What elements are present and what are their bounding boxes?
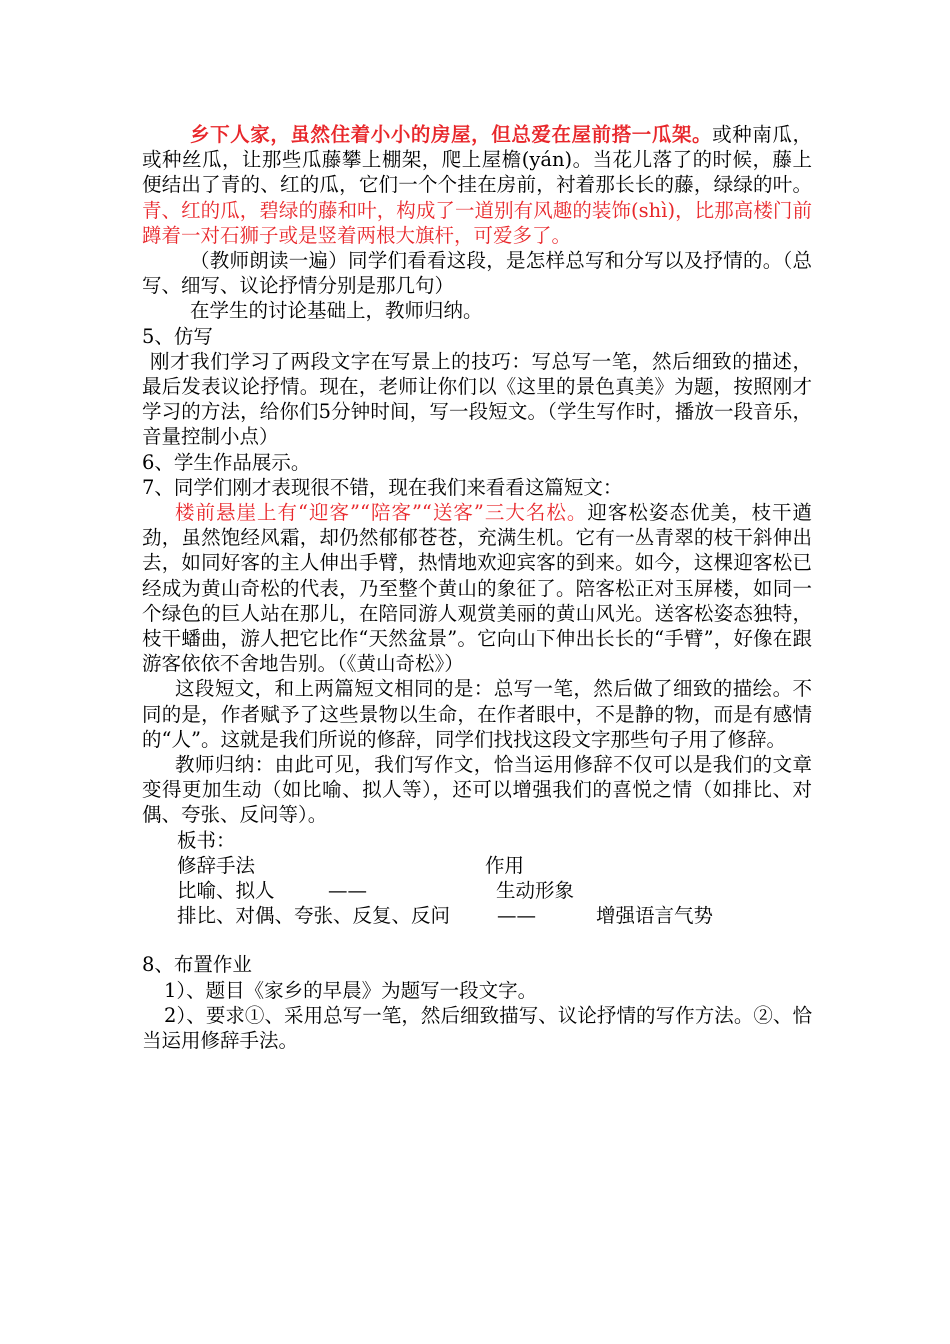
paragraph-teacher-reading: （教师朗读一遍）同学们看看这段，是怎样总写和分写以及抒情的。（总写、细写、议论抒情分别是那几句） [142,249,812,298]
spacer [142,928,812,952]
board-header-row [142,853,812,878]
section-title-showcase: 6、学生作品展示。 [142,450,311,474]
paragraph-pines-body: 迎客松姿态优美，枝干遒劲，虽然饱经风霜，却仍然郁郁苍苍，充满生机。它有一丛青翠的枝干斜伸出去，如同好客的主人伸出手臂，热情地欢迎宾客的到来。如今，这棵迎客松已经成为黄山奇松的代表，乃至整个黄山的象征了。陪客松正对玉屏楼，如同一个绿色的巨人站在那儿，在陪同游人观赏美丽的黄山风光。送客松姿态独特，枝干蟠曲，游人把它比作“天然盆景”。它向山下伸出长长的“手臂”，好像在跟游客依依不舍地告别。（《黄山奇松》） [142,501,812,676]
paragraph-huangshan-pines [142,500,812,676]
homework-item-2: 2）、要求①、采用总写一笔，然后细致描写、议论抒情的写作方法。②、恰当运用修辞手法。 [142,1003,812,1053]
board-technique-metaphor: 比喻、拟人 [177,879,275,903]
board-effect-vivid: 生动形象 [496,879,575,903]
section-title-short-text: 7、同学们刚才表现很不错，现在我们来看看这篇短文： [142,475,623,499]
board-label: 板书： [177,828,236,852]
board-row-parallelism [142,903,812,928]
board-label-row [142,828,812,853]
board-dash: —— [497,904,536,928]
highlight-conclusion-sentence: 青、红的瓜，碧绿的藤和叶，构成了一道别有风趣的装饰(shì)，比那高楼门前蹲着一对石狮子或是竖着两根大旗杆，可爱多了。 [142,198,812,247]
section-title-imitation: 5、仿写 [142,324,213,348]
paragraph-imitation-task: 刚才我们学习了两段文字在写景上的技巧：写总写一笔，然后细致的描述，最后发表议论抒情。现在，老师让你们以《这里的景色真美》为题，按照刚才学习的方法，给你们5分钟时间，写一段短文。（学生写作时，播放一段音乐，音量控制小点） [142,349,812,449]
paragraph-body-text: 或种南瓜，或种丝瓜，让那些瓜藤攀上棚架，爬上屋檐(yán)。当花儿落了的时候，藤上便结出了青的、红的瓜，它们一个个挂在房前，衬着那长长的藤，绿绿的叶。 [142,123,812,197]
board-dash: —— [328,879,367,903]
paragraph-analysis: 这段短文，和上两篇短文相同的是：总写一笔，然后做了细致的描绘。不同的是，作者赋予了这些景物以生命，在作者眼中，不是静的物，而是有感情的“人”。这就是我们所说的修辞，同学们找找这段文字那些句子用了修辞。 [142,677,812,751]
board-row-metaphor [142,878,812,903]
homework-item-1: 1）、题目《家乡的早晨》为题写一段文字。 [164,978,538,1002]
board-technique-parallelism: 排比、对偶、夸张、反复、反问 [177,904,451,928]
paragraph-rural-homes [142,122,812,248]
highlight-pines-sentence: 楼前悬崖上有“迎客”“陪客”“送客”三大名松。 [175,501,588,525]
paragraph-teacher-conclusion: 教师归纳：由此可见，我们写作文，恰当运用修辞不仅可以是我们的文章变得更加生动（如比喻、拟人等），还可以增强我们的喜悦之情（如排比、对偶、夸张、反问等）。 [142,753,812,827]
paragraph-teacher-summary-note: 在学生的讨论基础上，教师归纳。 [190,299,483,323]
section-title-homework: 8、布置作业 [142,953,252,977]
board-effect-momentum: 增强语言气势 [596,904,714,928]
document-page [142,122,812,1053]
board-header-effect: 作用 [485,853,525,877]
board-header-technique: 修辞手法 [177,853,256,877]
highlight-topic-sentence: 乡下人家，虽然住着小小的房屋，但总爱在屋前搭一瓜架。 [190,123,713,146]
